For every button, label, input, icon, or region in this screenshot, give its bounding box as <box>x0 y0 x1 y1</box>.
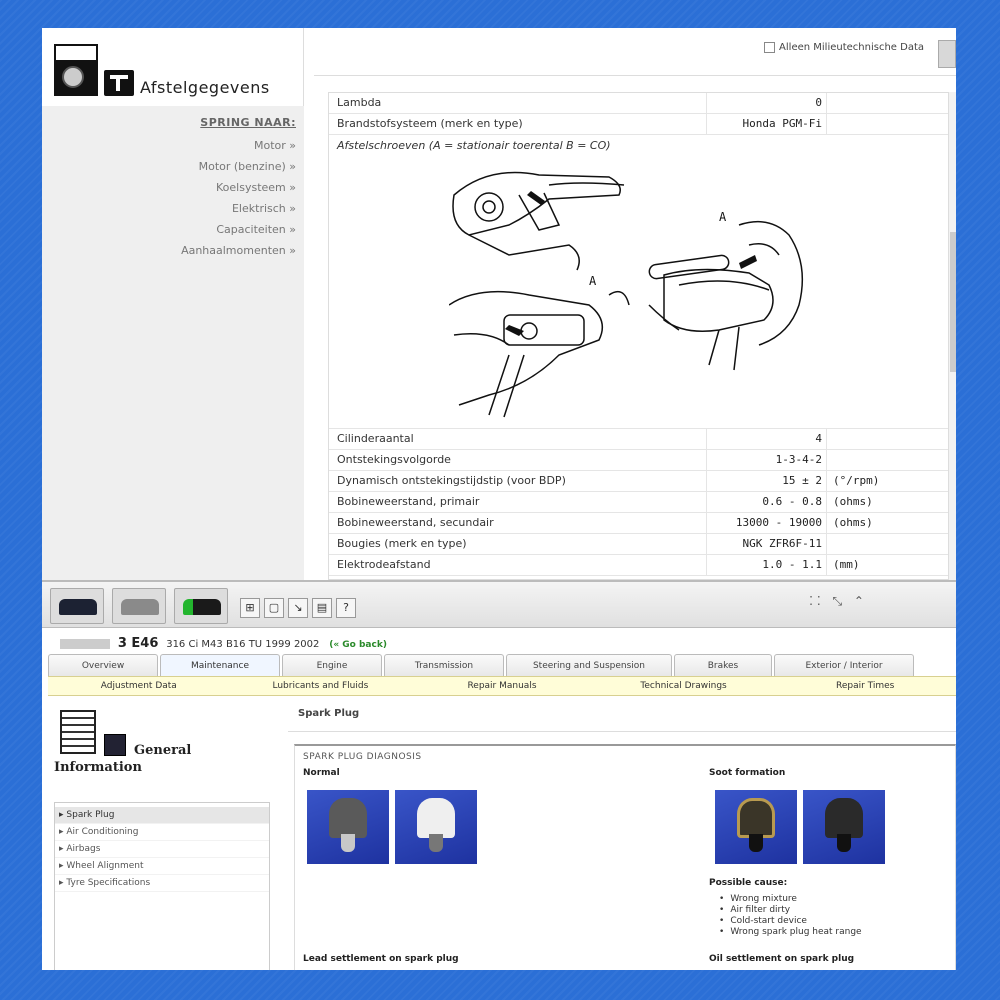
row-unit: (mm) <box>833 558 860 571</box>
tools-icon <box>104 70 134 96</box>
tab-exterior-interior[interactable]: Exterior / Interior <box>774 654 914 676</box>
row-label: Elektrodeafstand <box>329 555 707 575</box>
table-row <box>329 492 951 513</box>
vehicle-model: 3 E46 <box>117 636 159 651</box>
car-grey-icon[interactable] <box>112 588 166 624</box>
tab-brakes[interactable]: Brakes <box>674 654 772 676</box>
soot-plug-photo-1 <box>715 790 797 864</box>
row-value: Honda PGM-Fi <box>707 114 827 134</box>
row-value: NGK ZFR6F-11 <box>707 534 827 554</box>
possible-cause-title: Possible cause: <box>709 878 788 888</box>
row-label: Ontstekingsvolgorde <box>329 450 707 470</box>
sidebar-item-wheel-alignment[interactable]: ▸ Wheel Alignment <box>55 858 269 875</box>
vehicle-info <box>60 636 387 652</box>
sidebar-item-label: Wheel Alignment <box>66 861 144 871</box>
nav-item-motor[interactable]: Motor » <box>253 139 296 152</box>
sidebar-title-line2: Information <box>54 760 142 775</box>
blurred-brand <box>60 639 110 649</box>
spark-plug-content <box>288 698 956 970</box>
table-row <box>329 555 951 576</box>
subtab-repair-manuals[interactable]: Repair Manuals <box>467 681 537 691</box>
subtab-technical-drawings[interactable]: Technical Drawings <box>640 681 727 691</box>
disc-book-icon <box>54 44 98 96</box>
go-back-link[interactable]: (« Go back) <box>329 640 387 650</box>
sub-tabs <box>48 676 956 696</box>
row-value: 13000 - 19000 <box>707 513 827 533</box>
nav-item-aanhaalmomenten[interactable]: Aanhaalmomenten » <box>181 244 296 257</box>
print-icon[interactable]: ▤ <box>312 598 332 618</box>
row-value: 1-3-4-2 <box>707 450 827 470</box>
adjustment-data-table <box>328 92 952 580</box>
nav-item-elektrisch[interactable]: Elektrisch » <box>231 202 296 215</box>
general-information-panel <box>42 580 956 970</box>
row-label: Brandstofsysteem (merk en type) <box>329 114 707 134</box>
scrollbar-thumb[interactable] <box>950 232 956 372</box>
nav-item-capaciteiten[interactable]: Capaciteiten » <box>216 223 296 236</box>
car-green-icon[interactable] <box>174 588 228 624</box>
list-item: • Wrong mixture <box>719 894 862 905</box>
table-row <box>329 429 951 450</box>
sidebar-item-label: Airbags <box>66 844 101 854</box>
tool-button-3[interactable]: ↘ <box>288 598 308 618</box>
sidebar-item-spark-plug[interactable]: ▸ Spark Plug <box>55 807 269 824</box>
adjustment-screw-diagram <box>329 135 951 429</box>
table-row <box>329 471 951 492</box>
toolbar <box>42 582 956 628</box>
oil-settlement-label: Oil settlement on spark plug <box>709 954 855 964</box>
sidebar-title-line1: General <box>134 743 192 758</box>
table-row <box>329 534 951 555</box>
subtab-lubricants[interactable]: Lubricants and Fluids <box>272 681 369 691</box>
sidebar-item-air-conditioning[interactable]: ▸ Air Conditioning <box>55 824 269 841</box>
sidebar-item-label: Tyre Specifications <box>66 878 151 888</box>
row-unit: (ohms) <box>833 495 873 508</box>
tab-engine[interactable]: Engine <box>282 654 382 676</box>
right-column <box>314 28 956 580</box>
row-label: Bougies (merk en type) <box>329 534 707 554</box>
row-unit: (°/rpm) <box>833 474 880 487</box>
soot-plug-photo-2 <box>803 790 885 864</box>
diagnosis-heading: SPARK PLUG DIAGNOSIS <box>303 752 422 762</box>
sidebar-item-label: Air Conditioning <box>66 827 139 837</box>
normal-plug-photo-2 <box>395 790 477 864</box>
row-unit <box>827 93 951 113</box>
list-item: • Wrong spark plug heat range <box>719 927 862 938</box>
row-value: 4 <box>707 429 827 449</box>
table-row <box>329 450 951 471</box>
row-unit <box>827 450 951 470</box>
subtab-repair-times[interactable]: Repair Times <box>835 681 895 691</box>
normal-plug-photo-1 <box>307 790 389 864</box>
diagram-caption: Afstelschroeven (A = stationair toerental B = CO) <box>337 139 611 152</box>
window-controls[interactable]: ⁚⁚ ⤡ ⌃ <box>809 594 868 608</box>
afstelgegevens-panel <box>42 28 956 580</box>
row-value: 1.0 - 1.1 <box>707 555 827 575</box>
sidebar-list <box>54 802 270 970</box>
soot-label: Soot formation <box>709 768 786 778</box>
row-unit <box>827 114 951 134</box>
sidebar-item-airbags[interactable]: ▸ Airbags <box>55 841 269 858</box>
row-unit <box>827 534 951 554</box>
milieu-checkbox-label: Alleen Milieutechnische Data <box>779 42 924 53</box>
row-label: Dynamisch ontstekingstijdstip (voor BDP) <box>329 471 707 491</box>
tab-transmission[interactable]: Transmission <box>384 654 504 676</box>
row-unit: (ohms) <box>833 516 873 529</box>
row-value: 15 ± 2 <box>707 471 827 491</box>
nav-heading: SPRING NAAR: <box>200 116 296 129</box>
list-item: • Air filter dirty <box>719 905 862 916</box>
help-icon[interactable]: ? <box>336 598 356 618</box>
table-scrollbar[interactable] <box>948 92 956 580</box>
diagram-label-a: A <box>589 274 597 288</box>
row-label: Bobineweerstand, primair <box>329 492 707 512</box>
table-rows-after-diagram <box>329 429 951 576</box>
row-unit <box>827 429 951 449</box>
subtab-adjustment-data[interactable]: Adjustment Data <box>100 681 177 691</box>
main-tabs <box>48 654 956 676</box>
nav-item-koelsysteem[interactable]: Koelsysteem » <box>216 181 296 194</box>
diagram-label-a: A <box>719 210 727 224</box>
tab-maintenance[interactable]: Maintenance <box>160 654 280 676</box>
logo <box>54 44 304 104</box>
vehicle-spec: 316 Ci M43 B16 TU 1999 2002 <box>166 639 320 650</box>
nav-item-motor-benzine[interactable]: Motor (benzine) » <box>198 160 296 173</box>
content-title: Spark Plug <box>288 698 956 732</box>
normal-label: Normal <box>303 768 340 778</box>
sidebar-item-label: Spark Plug <box>66 810 115 820</box>
table-row <box>329 513 951 534</box>
tool-button-1[interactable]: ⊞ <box>240 598 260 618</box>
possible-cause-list <box>719 894 862 938</box>
sidebar-item-tyre-specifications[interactable]: ▸ Tyre Specifications <box>55 875 269 892</box>
print-button[interactable] <box>938 40 956 68</box>
table-row <box>329 93 951 114</box>
table-row <box>329 114 951 135</box>
general-info-sidebar <box>54 704 270 970</box>
page-title: Afstelgegevens <box>140 78 270 97</box>
tab-steering-suspension[interactable]: Steering and Suspension <box>506 654 672 676</box>
tab-overview[interactable]: Overview <box>48 654 158 676</box>
engine-diagram-drawing <box>449 155 829 421</box>
screenshot-frame <box>42 28 956 970</box>
top-bar <box>314 28 956 76</box>
tool-button-2[interactable]: ▢ <box>264 598 284 618</box>
spark-plug-diagnosis <box>294 744 956 970</box>
left-column <box>42 28 304 580</box>
row-label: Lambda <box>329 93 707 113</box>
list-item: • Cold-start device <box>719 916 862 927</box>
row-value: 0 <box>707 93 827 113</box>
milieu-filter[interactable] <box>764 42 924 53</box>
lead-settlement-label: Lead settlement on spark plug <box>303 954 459 964</box>
row-value: 0.6 - 0.8 <box>707 492 827 512</box>
jump-nav <box>42 106 304 580</box>
milieu-checkbox[interactable] <box>764 42 775 53</box>
sidebar-title <box>54 742 191 776</box>
row-label: Cilinderaantal <box>329 429 707 449</box>
row-label: Bobineweerstand, secundair <box>329 513 707 533</box>
car-dark-icon[interactable] <box>50 588 104 624</box>
